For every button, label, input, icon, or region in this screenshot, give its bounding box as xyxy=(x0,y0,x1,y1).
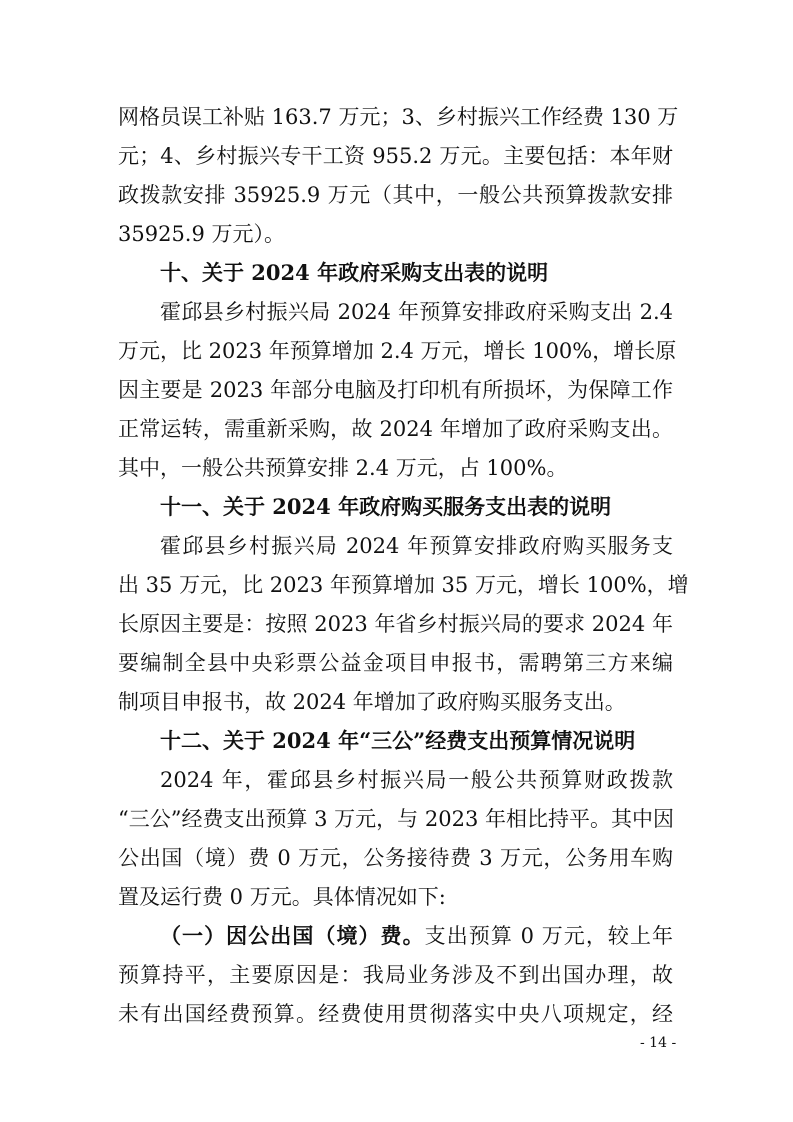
subsection-text: 支出预算 0 万元，较上年 xyxy=(424,924,673,948)
subsection-title: （一）因公出国（境）费。 xyxy=(160,923,425,948)
body-text-line: 35925.9 万元）。 xyxy=(118,222,286,246)
body-text-line: 网格员误工补贴 163.7 万元；3、乡村振兴工作经费 130 万 xyxy=(118,105,679,129)
subsection-line xyxy=(160,921,673,951)
body-text-line: 正常运转，需重新采购，故 2024 年增加了政府采购支出。 xyxy=(118,417,673,441)
body-text-line: 未有出国经费预算。经费使用贯彻落实中央八项规定，经 xyxy=(118,1002,673,1026)
section-heading: 十、关于 2024 年政府采购支出表的说明 xyxy=(160,260,549,285)
body-text-line: 政拨款安排 35925.9 万元（其中，一般公共预算拨款安排 xyxy=(118,183,673,207)
page-number: - 14 - xyxy=(640,1035,677,1051)
body-text-line: 预算持平，主要原因是：我局业务涉及不到出国办理，故 xyxy=(118,963,673,987)
section-heading: 十一、关于 2024 年政府购买服务支出表的说明 xyxy=(160,494,612,519)
body-text-line: 要编制全县中央彩票公益金项目申报书，需聘第三方来编 xyxy=(118,651,673,675)
body-text-line: 其中，一般公共预算安排 2.4 万元，占 100%。 xyxy=(118,456,568,480)
body-text-line: 万元，比 2023 年预算增加 2.4 万元，增长 100%，增长原 xyxy=(118,339,677,363)
body-text-line: 因主要是 2023 年部分电脑及打印机有所损坏，为保障工作 xyxy=(118,378,673,402)
body-text-line: 元；4、乡村振兴专干工资 955.2 万元。主要包括：本年财 xyxy=(118,144,673,168)
body-text-line: 置及运行费 0 万元。具体情况如下: xyxy=(118,885,446,909)
body-text-line: 制项目申报书，故 2024 年增加了政府购买服务支出。 xyxy=(118,690,626,714)
body-text-line: 霍邱县乡村振兴局 2024 年预算安排政府购买服务支 xyxy=(160,534,673,558)
body-text-line: “三公”经费支出预算 3 万元，与 2023 年相比持平。其中因 xyxy=(118,807,674,831)
body-text-line: 2024 年，霍邱县乡村振兴局一般公共预算财政拨款 xyxy=(160,768,673,792)
body-text-line: 公出国（境）费 0 万元，公务接待费 3 万元，公务用车购 xyxy=(118,846,673,870)
body-text-line: 长原因主要是：按照 2023 年省乡村振兴局的要求 2024 年 xyxy=(118,612,673,636)
body-text-line: 出 35 万元，比 2023 年预算增加 35 万元，增长 100%，增 xyxy=(118,573,689,597)
section-heading: 十二、关于 2024 年“三公”经费支出预算情况说明 xyxy=(160,728,636,753)
body-text-line: 霍邱县乡村振兴局 2024 年预算安排政府采购支出 2.4 xyxy=(160,300,673,324)
